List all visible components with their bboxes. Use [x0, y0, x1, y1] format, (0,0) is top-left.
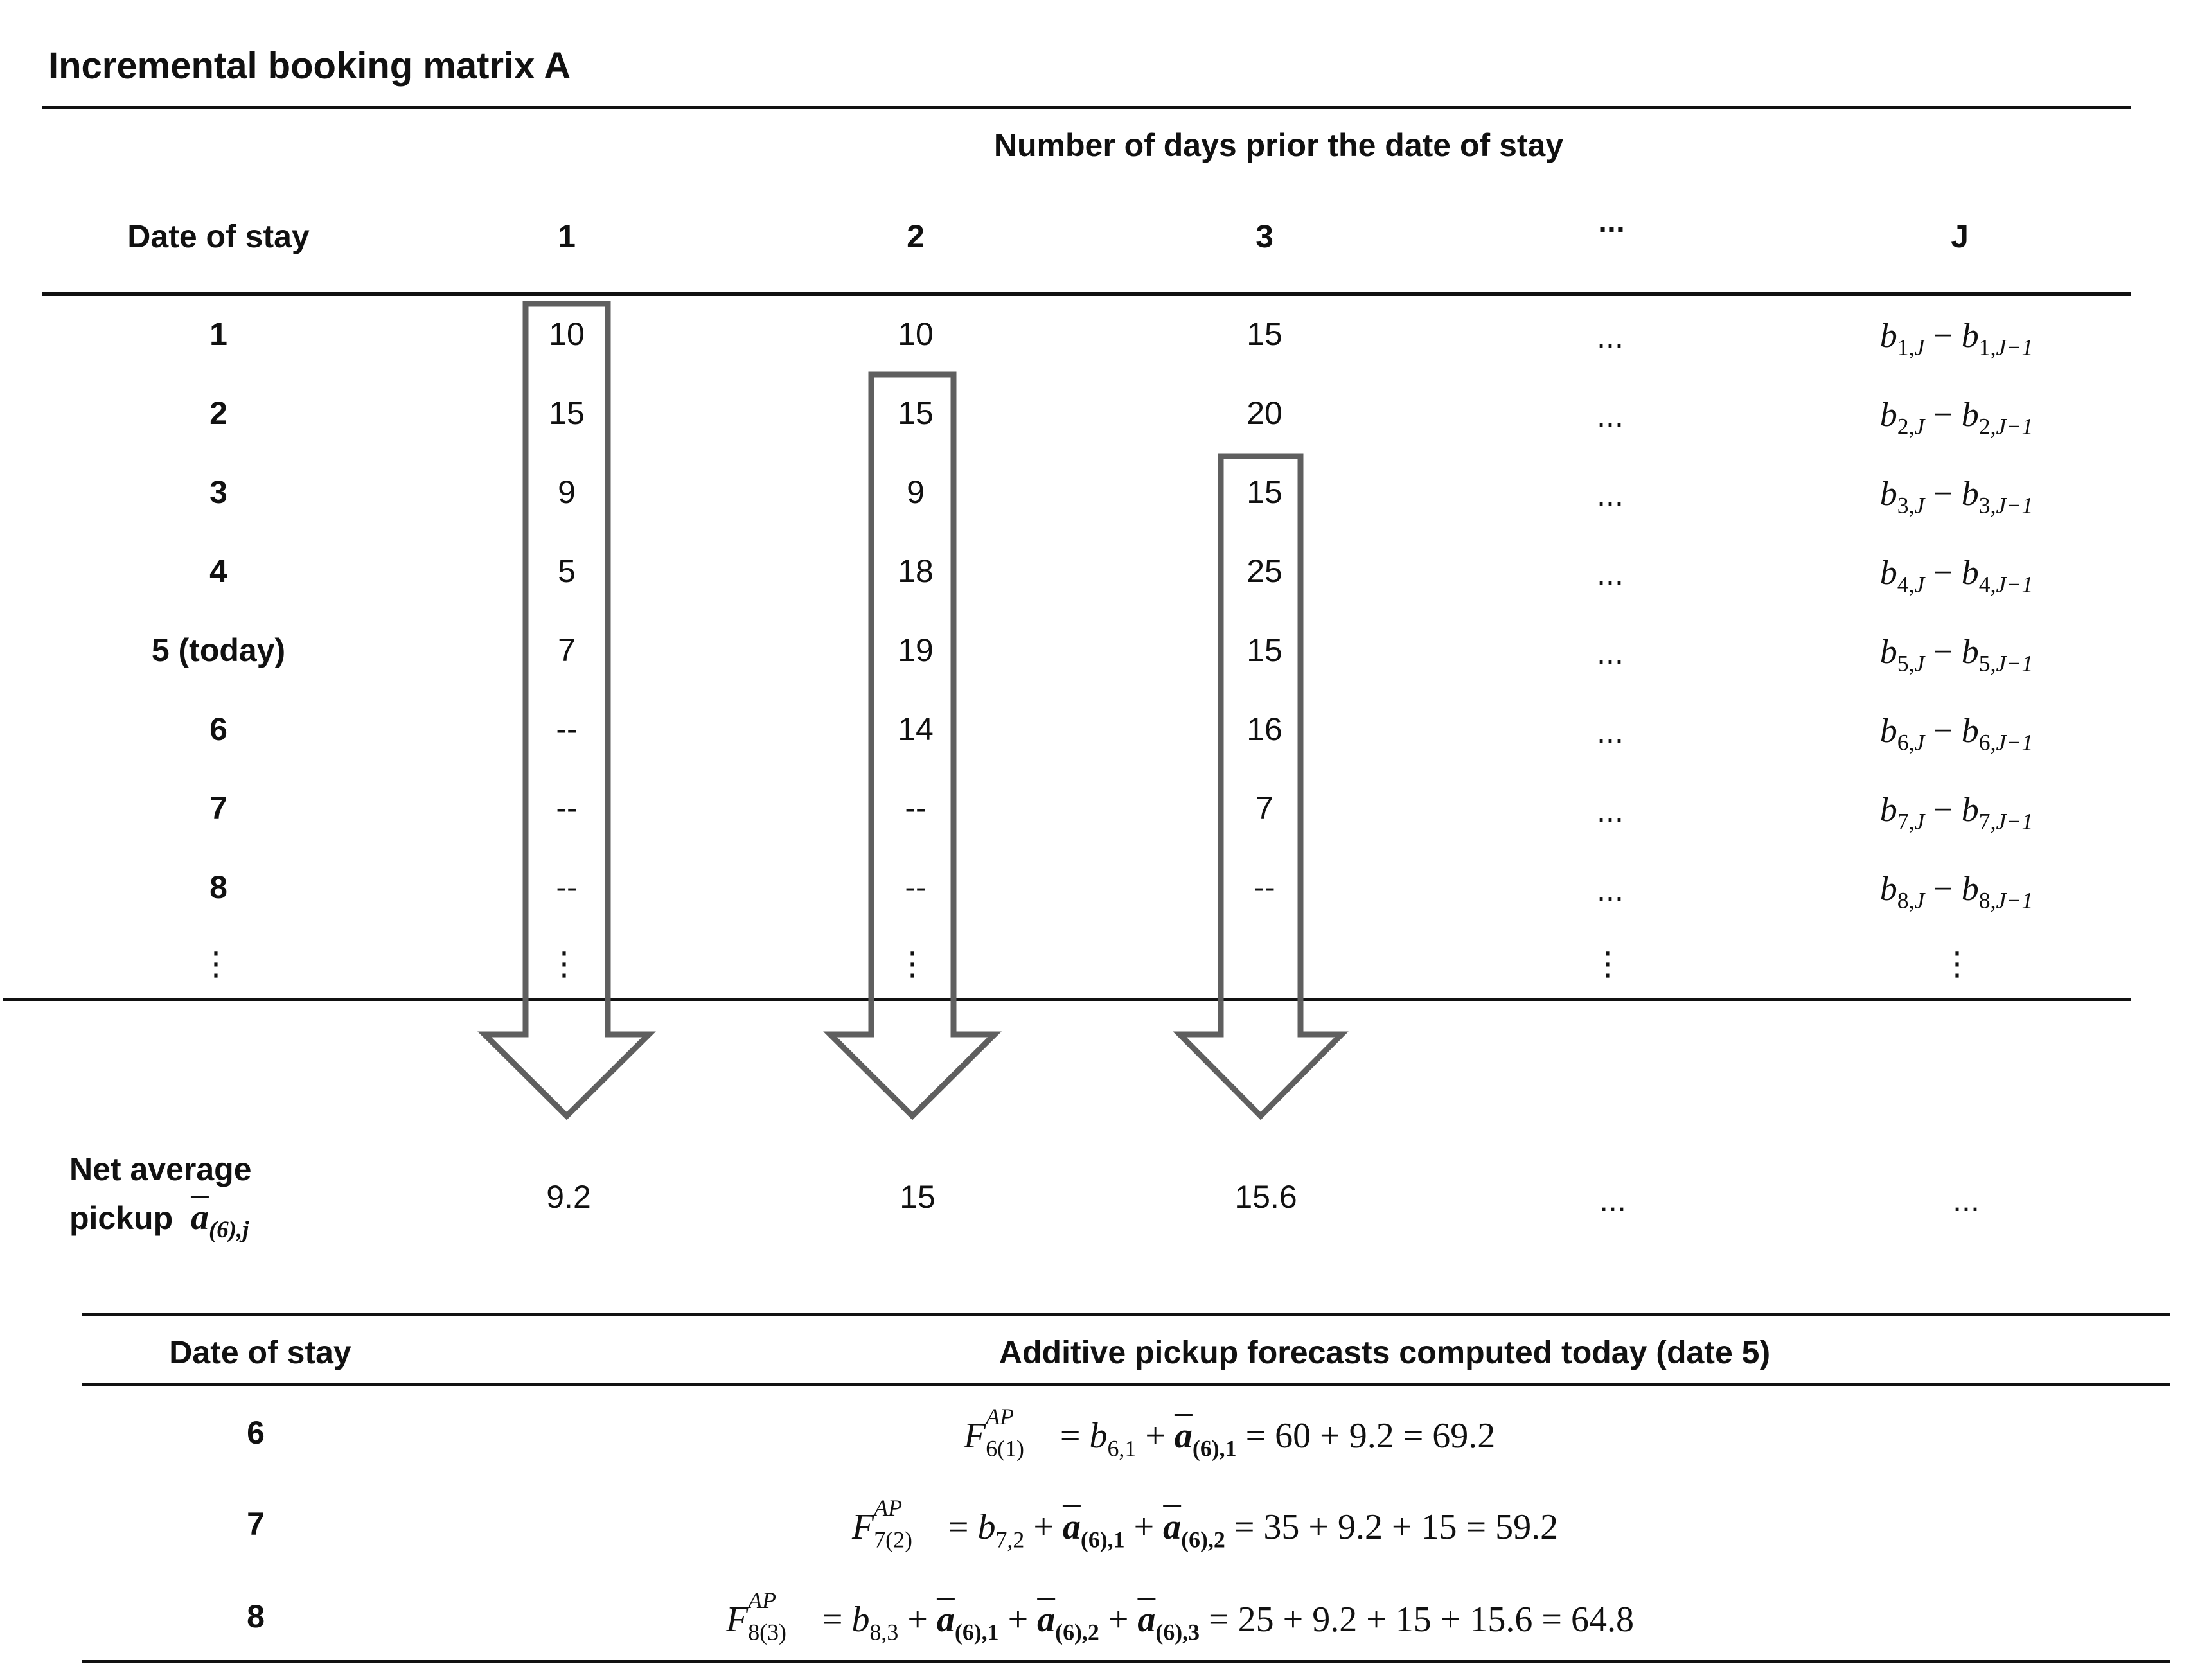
row-label: 7 [209, 790, 227, 826]
net-average-label-2: pickup $\overline{a}_{(6),j}$ [69, 1198, 249, 1242]
matrix-cell: -- [1254, 869, 1275, 905]
row-label: 4 [209, 553, 227, 589]
matrix-cell-ellipsis: ... [1597, 793, 1624, 829]
forecast-formula: $F_{8(3)}$ AP = $b_{8,3} + \overline{a}_{(6),1} + \overline{a}_{(6),2} + \overline{a}_{(6),3} = 25 + 9.2 + 15 + 15.6 = 64.8$ [726, 1587, 1634, 1645]
forecast-formula: $F_{7(2)}$ AP = $b_{7,2} + \overline{a}_{(6),1} + \overline{a}_{(6),2} = 35 + 9.2 + 15 = 59.2$ [852, 1495, 1559, 1553]
net-average-value: 15 [900, 1179, 936, 1215]
column-header-j: J [1951, 218, 1969, 254]
net-average-value: ... [1599, 1182, 1626, 1218]
matrix-cell: 15 [549, 395, 585, 431]
matrix-cell: 7 [558, 632, 576, 668]
vdots: ⋮ [896, 946, 928, 982]
column-span-header: Number of days prior the date of stay [993, 127, 1564, 163]
page-title: Incremental booking matrix A [48, 45, 571, 87]
forecast-col1-header: Date of stay [169, 1334, 351, 1370]
row-header: Date of stay [127, 218, 310, 254]
forecast-bottom-rule [82, 1660, 2170, 1663]
row-label: 3 [209, 474, 227, 510]
vdots: ⋮ [200, 946, 232, 982]
net-average-value: 9.2 [546, 1179, 591, 1215]
matrix-cell: 25 [1246, 553, 1282, 589]
matrix-cell-ellipsis: ... [1597, 556, 1624, 592]
b-formula: $b_{8,J} - b_{8,J-1}$ [1879, 869, 2034, 914]
matrix-cell: 9 [907, 474, 925, 510]
net-average-value: ... [1953, 1182, 1980, 1218]
vdots: ⋮ [1592, 946, 1624, 982]
forecast-date: 7 [247, 1506, 265, 1542]
column-header-3: 3 [1255, 218, 1273, 254]
matrix-cell-ellipsis: ... [1597, 398, 1624, 434]
b-formula: $b_{6,J} - b_{6,J-1}$ [1879, 711, 2034, 756]
row-label: 1 [209, 316, 227, 352]
b-formula: $b_{2,J} - b_{2,J-1}$ [1879, 395, 2034, 439]
b-formula: $b_{1,J} - b_{1,J-1}$ [1879, 316, 2034, 360]
forecast-formula: $F_{6(1)}$ AP = $b_{6,1} + \overline{a}_{(6),1} = 60 + 9.2 = 69.2$ [964, 1404, 1496, 1462]
matrix-cell: 7 [1255, 790, 1273, 826]
matrix-cell: 15 [1246, 474, 1282, 510]
row-label: 2 [209, 395, 227, 431]
matrix-cell: -- [905, 790, 927, 826]
forecast-col2-header: Additive pickup forecasts computed today (date 5) [998, 1334, 1771, 1370]
forecast-top-rule [82, 1313, 2170, 1316]
forecast-header-rule [82, 1383, 2170, 1386]
row-label: 8 [209, 869, 227, 905]
column-header-ellipsis: ... [1598, 203, 1625, 239]
net-average-value: 15.6 [1234, 1179, 1297, 1215]
b-formula: $b_{3,J} - b_{3,J-1}$ [1879, 474, 2034, 518]
column-header-2: 2 [907, 218, 925, 254]
matrix-cell: 19 [898, 632, 934, 668]
matrix-cell: -- [556, 711, 578, 747]
matrix-cell: -- [556, 869, 578, 905]
matrix-cell-ellipsis: ... [1597, 635, 1624, 671]
b-formula: $b_{5,J} - b_{5,J-1}$ [1879, 632, 2034, 676]
matrix-cell: 9 [558, 474, 576, 510]
matrix-cell-ellipsis: ... [1597, 872, 1624, 908]
vdots: ⋮ [1941, 946, 1973, 982]
row-label: 5 (today) [151, 632, 286, 668]
forecast-date: 6 [247, 1415, 265, 1451]
matrix-cell-ellipsis: ... [1597, 477, 1624, 513]
matrix-cell: 10 [898, 316, 934, 352]
matrix-cell-ellipsis: ... [1597, 319, 1624, 355]
matrix-cell: 18 [898, 553, 934, 589]
matrix-cell: 20 [1246, 395, 1282, 431]
matrix-cell-ellipsis: ... [1597, 714, 1624, 750]
matrix-cell: 14 [898, 711, 934, 747]
b-formula: $b_{7,J} - b_{7,J-1}$ [1879, 790, 2034, 835]
net-average-label: Net average [69, 1151, 252, 1187]
column-header-1: 1 [558, 218, 576, 254]
matrix-cell: 15 [1246, 632, 1282, 668]
matrix-cell: 15 [1246, 316, 1282, 352]
matrix-cell: 10 [549, 316, 585, 352]
row-label: 6 [209, 711, 227, 747]
matrix-cell: 16 [1246, 711, 1282, 747]
b-formula: $b_{4,J} - b_{4,J-1}$ [1879, 553, 2034, 597]
matrix-cell: 5 [558, 553, 576, 589]
forecast-date: 8 [247, 1598, 265, 1634]
matrix-cell: -- [556, 790, 578, 826]
vdots: ⋮ [548, 946, 580, 982]
matrix-cell: 15 [898, 395, 934, 431]
matrix-cell: -- [905, 869, 927, 905]
